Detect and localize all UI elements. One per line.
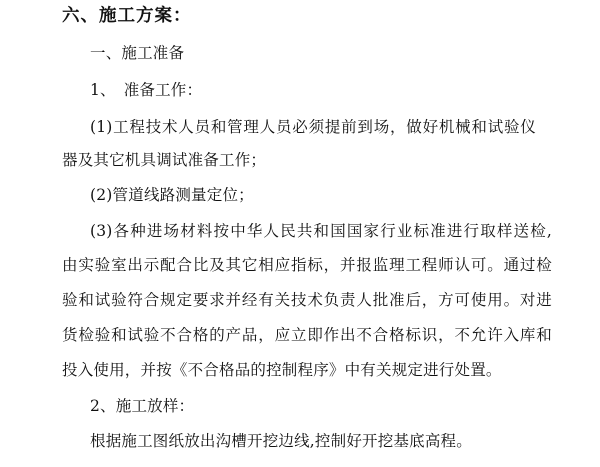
- item-3-line-2: 由实验室出示配合比及其它相应指标，并报监理工程师认可。通过检: [62, 256, 552, 274]
- item-3-line-4: 货检验和试验不合格的产品，应立即作出不合格标识，不允许入库和: [62, 326, 552, 344]
- subsection-title-1: 1、 准备工作：: [90, 81, 203, 99]
- paragraph-2: 根据施工图纸放出沟槽开挖边线,控制好开挖基底高程。: [90, 432, 472, 450]
- subsection-title-2: 2、施工放样：: [90, 397, 195, 415]
- item-1-line-2: 器及其它机具调试准备工作；: [62, 151, 267, 169]
- item-1-line-1: (1)工程技术人员和管理人员必须提前到场，做好机械和试验仪: [90, 118, 536, 136]
- item-3-line-3: 验和试验符合规定要求并经有关技术负责人批准后，方可使用。对进: [62, 291, 552, 309]
- item-3-line-1: (3)各种进场材料按中华人民共和国国家行业标准进行取样送检,: [90, 222, 552, 240]
- item-3-line-5: 投入使用，并按《不合格品的控制程序》中有关规定进行处置。: [62, 361, 502, 379]
- section-heading: 六、施工方案：: [62, 6, 192, 26]
- section-title: 一、施工准备: [90, 44, 185, 62]
- item-2: (2)管道线路测量定位；: [90, 186, 254, 204]
